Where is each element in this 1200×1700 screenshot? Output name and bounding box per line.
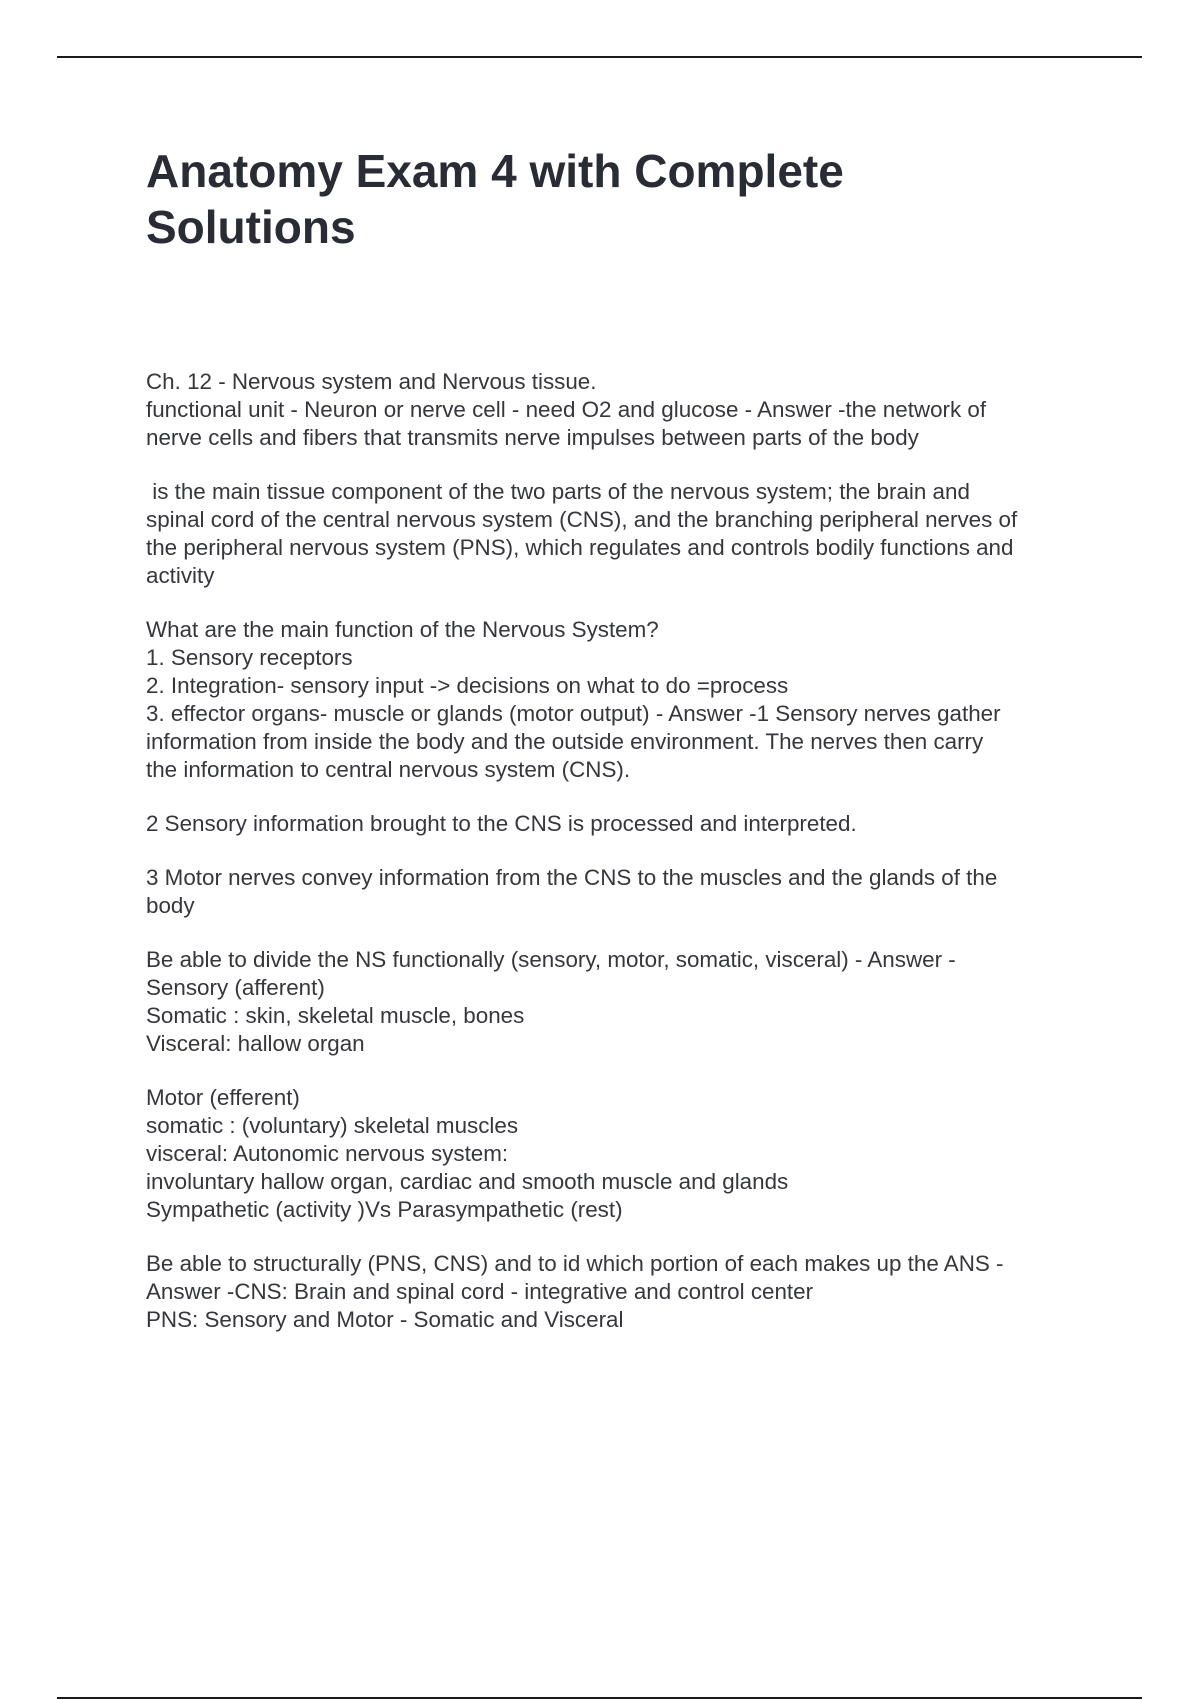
text-line: Sensory (afferent) bbox=[146, 975, 325, 1000]
text-line: visceral: Autonomic nervous system: bbox=[146, 1141, 509, 1166]
text-line: Be able to structurally (PNS, CNS) and to id which portion of each makes up the ANS - bbox=[146, 1251, 1004, 1276]
document-body bbox=[146, 368, 1091, 1360]
text-line: PNS: Sensory and Motor - Somatic and Visceral bbox=[146, 1307, 624, 1332]
top-divider bbox=[57, 56, 1142, 58]
text-line: spinal cord of the central nervous system (CNS), and the branching peripheral nerves of bbox=[146, 507, 1018, 532]
paragraph-main-functions bbox=[146, 616, 1091, 784]
paragraph-sensory-info bbox=[146, 810, 1091, 838]
text-line: Sympathetic (activity )Vs Parasympathetic (rest) bbox=[146, 1197, 623, 1222]
text-line: the peripheral nervous system (PNS), which regulates and controls bodily functions and bbox=[146, 535, 1014, 560]
document-title bbox=[146, 143, 1046, 255]
text-line: somatic : (voluntary) skeletal muscles bbox=[146, 1113, 519, 1138]
text-line: Motor (efferent) bbox=[146, 1085, 300, 1110]
text-line: 1. Sensory receptors bbox=[146, 645, 353, 670]
text-line: nerve cells and fibers that transmits nerve impulses between parts of the body bbox=[146, 425, 919, 450]
text-line: involuntary hallow organ, cardiac and smooth muscle and glands bbox=[146, 1169, 789, 1194]
bottom-divider bbox=[57, 1697, 1142, 1699]
text-line: Answer -CNS: Brain and spinal cord - integrative and control center bbox=[146, 1279, 814, 1304]
text-line: 2. Integration- sensory input -> decisions on what to do =process bbox=[146, 673, 789, 698]
paragraph-motor-efferent bbox=[146, 1084, 1091, 1224]
paragraph-ch12-intro bbox=[146, 368, 1091, 452]
text-line: Somatic : skin, skeletal muscle, bones bbox=[146, 1003, 525, 1028]
text-line: the information to central nervous system (CNS). bbox=[146, 757, 631, 782]
paragraph-divide-functionally bbox=[146, 946, 1091, 1058]
text-line: Visceral: hallow organ bbox=[146, 1031, 365, 1056]
text-line: Ch. 12 - Nervous system and Nervous tissue. bbox=[146, 369, 597, 394]
text-line: activity bbox=[146, 563, 215, 588]
text-line: is the main tissue component of the two parts of the nervous system; the brain and bbox=[146, 479, 970, 504]
text-line: 3. effector organs- muscle or glands (motor output) - Answer -1 Sensory nerves gather bbox=[146, 701, 1001, 726]
title-line-1: Anatomy Exam 4 with Complete bbox=[146, 145, 844, 197]
text-line: body bbox=[146, 893, 195, 918]
paragraph-motor-nerves bbox=[146, 864, 1091, 920]
text-line: Be able to divide the NS functionally (sensory, motor, somatic, visceral) - Answer - bbox=[146, 947, 956, 972]
paragraph-nervous-tissue bbox=[146, 478, 1091, 590]
text-line: 3 Motor nerves convey information from the CNS to the muscles and the glands of the bbox=[146, 865, 998, 890]
paragraph-structural-division bbox=[146, 1250, 1091, 1334]
text-line: What are the main function of the Nervous System? bbox=[146, 617, 659, 642]
text-line: functional unit - Neuron or nerve cell - need O2 and glucose - Answer -the network of bbox=[146, 397, 987, 422]
text-line: 2 Sensory information brought to the CNS is processed and interpreted. bbox=[146, 811, 857, 836]
text-line: information from inside the body and the outside environment. The nerves then carry bbox=[146, 729, 984, 754]
title-line-2: Solutions bbox=[146, 201, 356, 253]
